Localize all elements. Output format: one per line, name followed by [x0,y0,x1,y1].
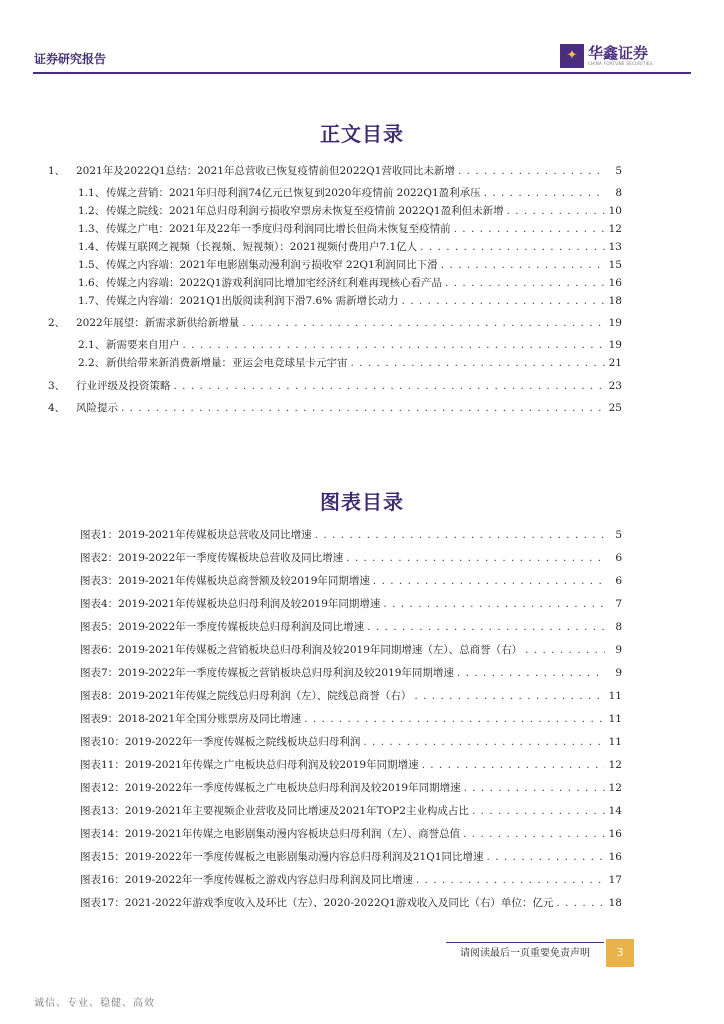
figure-item[interactable]: 图表11：2019-2021年传媒之广电板块总归母利润及较2019年同期增速 . . . 12 [80,757,622,772]
logo-subtitle: CHINA FORTUNE SECURITIES [588,61,653,66]
logo-name: 华鑫证券 [588,44,649,62]
figure-item[interactable]: 图表4：2019-2021年传媒板块总归母利润及较2019年同期增速 . . . 7 [80,596,622,611]
figure-page: 6 [615,552,622,564]
figure-page: 17 [608,874,622,886]
figure-page: 6 [615,575,622,587]
toc-page: 16 [608,277,622,289]
toc-page: 8 [615,187,622,199]
dot-leader [457,667,605,679]
toc-item[interactable]: 1.6、 传媒之内容端：2022Q1游戏利润同比增加宅经济红利难再现核心看产品 . . . 16 [78,275,622,290]
figures-title: 图表目录 [320,490,404,514]
dot-leader [304,713,605,725]
dot-leader [315,529,605,541]
figure-page: 16 [608,851,622,863]
dot-leader [441,259,605,271]
dot-leader [363,736,605,748]
logo-mark-icon: ✦ [560,44,584,68]
company-logo [560,44,692,70]
toc-page: 15 [608,259,622,271]
toc-item[interactable]: 1.4、 传媒互联网之视频（长视频、短视频）：2021视频付费用户7.1亿人 . . . 13 [78,239,622,254]
toc-item[interactable]: 1.1、 传媒之营销：2021年归母利润74亿元已恢复到2020年疫情前 2022Q1盈利承压 . . . 8 [78,185,622,200]
dot-leader [484,187,605,199]
dot-leader [458,165,605,177]
dot-leader [242,317,605,329]
figure-item[interactable]: 图表13：2019-2021年主要视频企业营收及同比增速及2021年TOP2主业构成占比 . . . 14 [80,803,622,818]
figure-page: 11 [608,690,622,702]
figure-page: 11 [608,713,622,725]
figure-item[interactable]: 图表15：2019-2022年一季度传媒板之电影剧集动漫内容总归母利润及21Q1同比增速 . . . 16 [80,849,622,864]
dot-leader [422,759,605,771]
dot-leader [414,690,605,702]
dot-leader [556,897,605,909]
page-number-badge: 3 [606,939,634,967]
figure-page: 7 [615,598,622,610]
dot-leader [487,851,605,863]
dot-leader [346,552,605,564]
dot-leader [402,295,605,307]
figure-item[interactable]: 图表5：2019-2022年一季度传媒板块总归母利润及同比增速 . . . 8 [80,619,622,634]
dot-leader [373,575,605,587]
figure-page: 5 [615,529,622,541]
page-header [0,0,724,80]
toc-item[interactable]: 1.7、 传媒之内容端：2021Q1出版阅读利润下滑7.6% 需新增长动力 . . . 18 [78,293,622,308]
dot-leader [445,277,605,289]
report-type-label: 证券研究报告 [34,52,107,66]
toc-item[interactable]: 1.2、 传媒之院线：2021年总归母利润亏损收窄票房未恢复至疫情前 2022Q1盈利但未新增 . . . 10 [78,203,622,218]
dot-leader [420,241,605,253]
figure-item[interactable]: 图表1：2019-2021年传媒板块总营收及同比增速 . . . 5 [80,527,622,542]
figure-item[interactable]: 图表2：2019-2022年一季度传媒板块总营收及同比增速 . . . 6 [80,550,622,565]
dot-leader [464,782,605,794]
toc-page: 12 [608,223,622,235]
figure-item[interactable]: 图表17：2021-2022年游戏季度收入及环比（左）、2020-2022Q1游戏收入及同比（右）单位：亿元 . . . 18 [80,895,622,910]
toc-page: 13 [608,241,622,253]
figure-page: 16 [608,828,622,840]
toc-item[interactable]: 1.3、 传媒之广电：2021年及22年一季度归母利润同比增长但尚未恢复至疫情前 . . . 12 [78,221,622,236]
figure-item[interactable]: 图表7：2019-2022年一季度传媒板之营销板块总归母利润及较2019年同期增速 . . . 9 [80,665,622,680]
dot-leader [463,828,605,840]
toc-item[interactable]: 1、 2021年及2022Q1总结：2021年总营收已恢复疫情前但2022Q1营收同比未新增 . . . 5 [48,163,622,178]
toc-item[interactable]: 2.2、 新供给带来新消费新增量：亚运会电竞球星卡元宇宙 . . . 21 [78,355,622,370]
toc-item[interactable]: 2.1、 新需要来自用户 . . . 19 [78,337,622,352]
dot-leader [183,339,606,351]
figure-page: 12 [608,782,622,794]
toc-page: 18 [608,295,622,307]
dot-leader [507,205,605,217]
company-motto: 诚信、专业、稳健、高效 [34,998,155,1009]
toc-page: 19 [608,339,622,351]
figure-page: 12 [608,759,622,771]
figure-page: 11 [608,736,622,748]
dot-leader [121,402,605,414]
dot-leader [416,874,605,886]
toc-page: 5 [615,165,622,177]
dot-leader [367,621,605,633]
dot-leader [525,644,605,656]
toc-item[interactable]: 2、 2022年展望：新需求新供给新增量 . . . 19 [48,315,622,330]
toc-item[interactable]: 3、 行业评级及投资策略 . . . 23 [48,378,622,393]
toc-page: 21 [608,357,622,369]
figure-item[interactable]: 图表16：2019-2022年一季度传媒板之游戏内容总归母利润及同比增速 . . . 17 [80,872,622,887]
toc-page: 19 [608,317,622,329]
toc-page: 23 [608,380,622,392]
figure-page: 8 [615,621,622,633]
figure-page: 14 [608,805,622,817]
figure-page: 9 [615,667,622,679]
figure-item[interactable]: 图表14：2019-2021年传媒之电影剧集动漫内容板块总归母利润（左）、商誉总值 . . . 16 [80,826,622,841]
dot-leader [454,223,605,235]
dot-leader [383,598,605,610]
toc-item[interactable]: 4、 风险提示 . . . 25 [48,400,622,415]
toc-page: 25 [608,402,622,414]
header-divider [33,72,691,74]
figure-item[interactable]: 图表8：2019-2021年传媒之院线总归母利润（左）、院线总商誉（右） . . . 11 [80,688,622,703]
toc-page: 10 [608,205,622,217]
dot-leader [174,380,606,392]
toc-title: 正文目录 [320,122,404,146]
figure-item[interactable]: 图表10：2019-2022年一季度传媒板之院线板块总归母利润 . . . 11 [80,734,622,749]
toc-item[interactable]: 1.5、 传媒之内容端：2021年电影剧集动漫利润亏损收窄 22Q1利润同比下滑 . . . 15 [78,257,622,272]
dot-leader [472,805,605,817]
figure-item[interactable]: 图表9：2018-2021年全国分账票房及同比增速 . . . 11 [80,711,622,726]
figure-item[interactable]: 图表12：2019-2022年一季度传媒板之广电板块总归母利润及较2019年同期增速 . . . 12 [80,780,622,795]
figure-item[interactable]: 图表6：2019-2021年传媒板之营销板块总归母利润及较2019年同期增速（左）、总商誉（右） . . . 9 [80,642,622,657]
dot-leader [351,357,606,369]
disclaimer-note: 请阅读最后一页重要免责声明 [446,942,604,965]
figure-item[interactable]: 图表3：2019-2021年传媒板块总商誉额及较2019年同期增速 . . . 6 [80,573,622,588]
figure-page: 18 [608,897,622,909]
figure-page: 9 [615,644,622,656]
